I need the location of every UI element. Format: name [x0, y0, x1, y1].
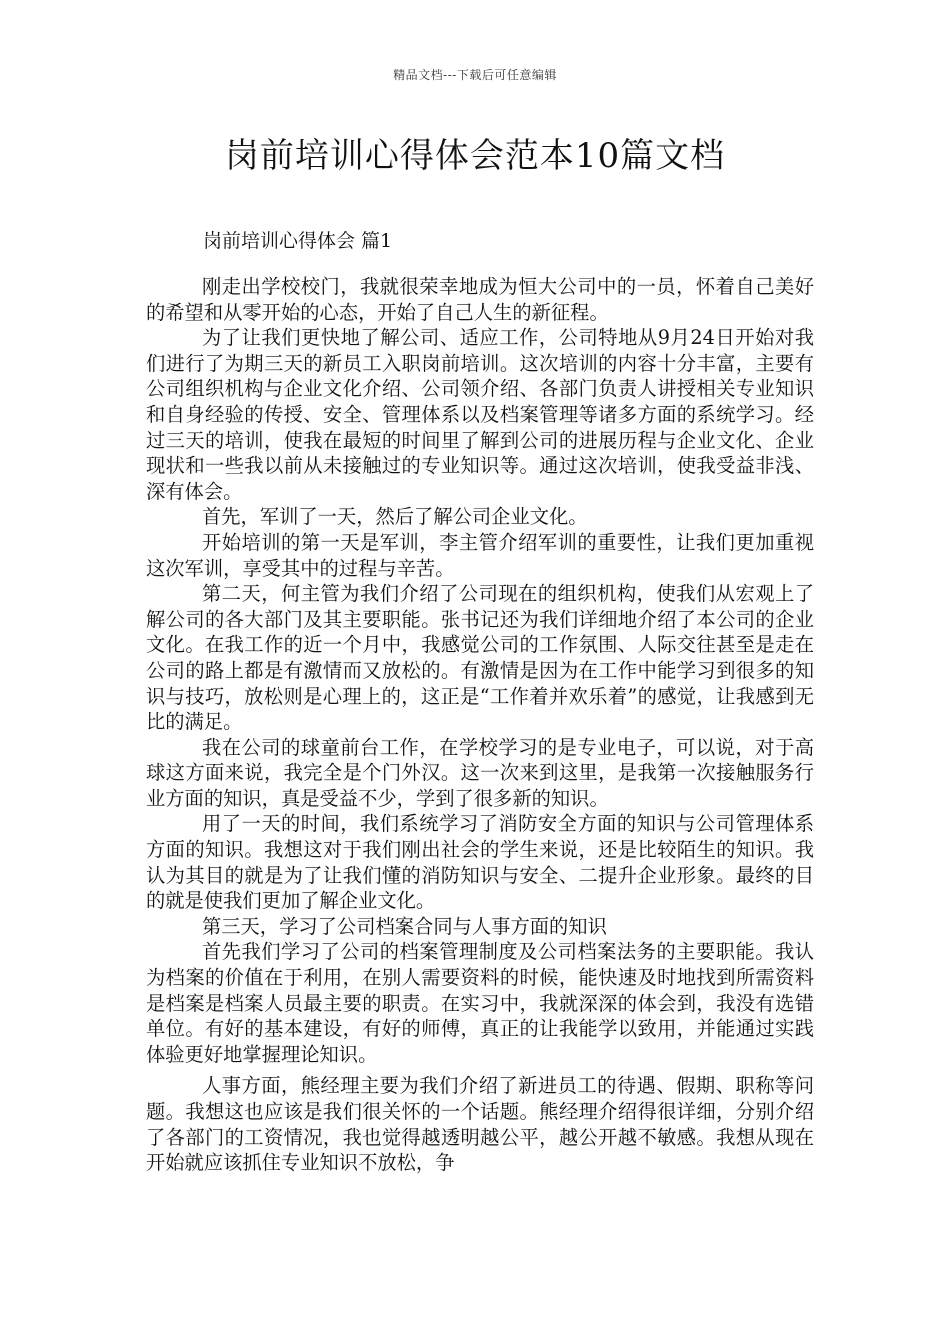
paragraph: 人事方面，熊经理主要为我们介绍了新进员工的待遇、假期、职称等问题。我想这也应该是我们很关怀的一个话题。熊经理介绍得很详细，分别介绍了各部门的工资情况，我也觉得越透明越公平，越公开越不敏感。我想从现在开始就应该抓住专业知识不放松，争: [146, 1074, 814, 1175]
section-heading: 岗前培训心得体会 篇1: [203, 230, 393, 252]
paragraph: 首先，军训了一天，然后了解公司企业文化。: [201, 505, 588, 529]
paragraph: 用了一天的时间，我们系统学习了消防安全方面的知识与公司管理体系方面的知识。我想这对于我们刚出社会的学生来说，还是比较陌生的知识。我认为其目的就是为了让我们懂的消防知识与安全、二提升企业形象。最终的目的就是使我们更加了解企业文化。: [146, 812, 814, 913]
paragraph: 第二天，何主管为我们介绍了公司现在的组织机构，使我们从宏观上了解公司的各大部门及其主要职能。张书记还为我们详细地介绍了本公司的企业文化。在我工作的近一个月中，我感觉公司的工作氛围、人际交往甚至是走在公司的路上都是有激情而又放松的。有激情是因为在工作中能学习到很多的知识与技巧，放松则是心理上的，这正是“工作着并欢乐着”的感觉，让我感到无比的满足。: [146, 582, 814, 734]
paragraph: 首先我们学习了公司的档案管理制度及公司档案法务的主要职能。我认为档案的价值在于利用，在别人需要资料的时候，能快速及时地找到所需资料是档案是档案人员最主要的职责。在实习中，我就深深的体会到，我没有选错单位。有好的基本建设，有好的师傅，真正的让我能学以致用，并能通过实践体验更好地掌握理论知识。: [146, 940, 814, 1066]
body-text: [146, 274, 814, 1176]
document-title: 岗前培训心得体会范本10篇文档: [224, 136, 726, 176]
paragraph: 第三天，学习了公司档案合同与人事方面的知识: [201, 914, 607, 938]
paragraph: 我在公司的球童前台工作，在学校学习的是专业电子，可以说，对于高球这方面来说，我完全是个门外汉。这一次来到这里，是我第一次接触服务行业方面的知识，真是受益不少，学到了很多新的知识。: [146, 735, 814, 810]
paragraph: 刚走出学校校门，我就很荣幸地成为恒大公司中的一员，怀着自己美好的希望和从零开始的心态，开始了自己人生的新征程。: [146, 275, 814, 324]
paragraph: 开始培训的第一天是军训，李主管介绍军训的重要性，让我们更加重视这次军训，享受其中的过程与辛苦。: [146, 530, 814, 580]
paragraph: 为了让我们更快地了解公司、适应工作，公司特地从9月24日开始对我们进行了为期三天的新员工入职岗前培训。这次培训的内容十分丰富，主要有公司组织机构与企业文化介绍、公司领介绍、各部门负责人讲授相关专业知识和自身经验的传授、安全、管理体系以及档案管理等诸多方面的系统学习。经过三天的培训，使我在最短的时间里了解到公司的进展历程与企业文化、企业现状和一些我以前从未接触过的专业知识等。通过这次培训，使我受益非浅、深有体会。: [146, 326, 814, 503]
header-note: 精品文档---下载后可任意编辑: [393, 68, 557, 82]
